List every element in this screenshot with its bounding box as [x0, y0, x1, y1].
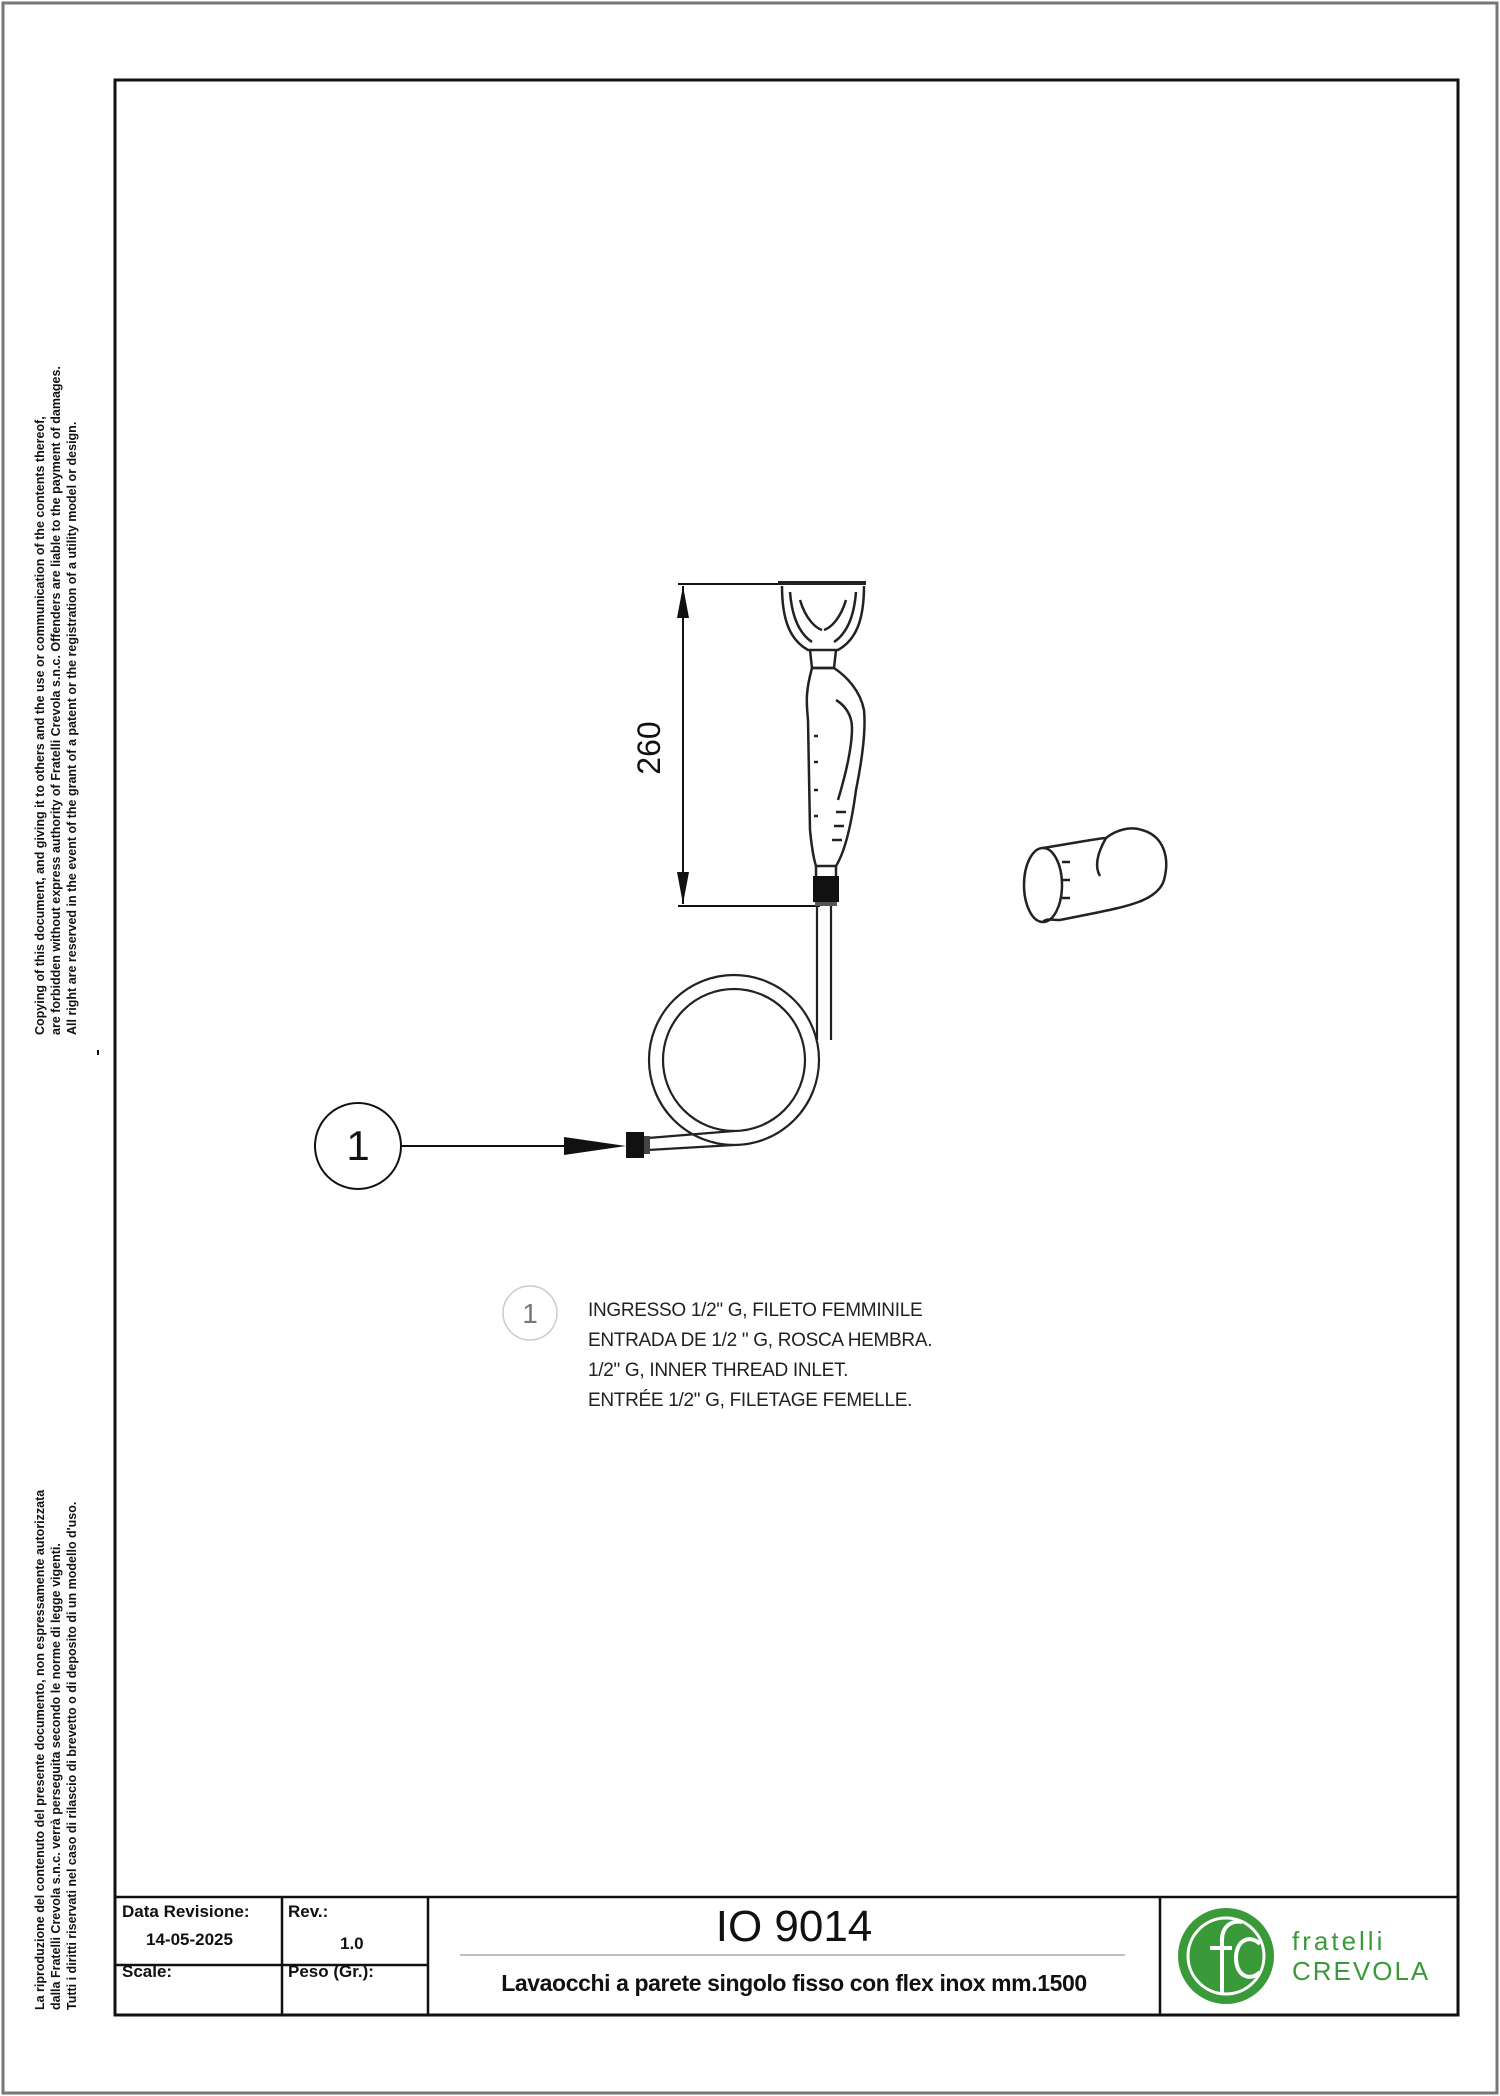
note-line-it: INGRESSO 1/2" G, FILETO FEMMINILE	[588, 1300, 923, 1321]
balloon-label: 1	[346, 1122, 370, 1169]
note-line-fr: ENTRÉE 1/2" G, FILETAGE FEMELLE.	[588, 1390, 913, 1411]
rev-label: Rev.:	[288, 1902, 329, 1921]
copyright-english: Copying of this document, and giving it to others and the use or communication of the contents thereof, are forbidden without express authority of Fratelli Crevola s.n.c. Offenders are liable to the payment of damages. All right are reserved in the event of the grant of a patent or the registration of a utility model or design.	[33, 366, 79, 1035]
dimension-label: 260	[631, 721, 667, 775]
data-revisione-label: Data Revisione:	[122, 1902, 250, 1921]
drawing-frame	[115, 80, 1458, 2015]
note-balloon-label: 1	[522, 1298, 538, 1329]
note-line-en: 1/2" G, INNER THREAD INLET.	[588, 1360, 849, 1381]
dimension-260	[677, 584, 820, 906]
logo-line1: fratelli	[1292, 1926, 1386, 1956]
eyewash-handle	[807, 668, 865, 876]
logo-line2: CREVOLA	[1292, 1956, 1431, 1986]
eyewash-head	[778, 583, 866, 668]
drawing-code: IO 9014	[715, 1902, 873, 1951]
hose-connector	[813, 876, 839, 902]
rev-value: 1.0	[340, 1934, 364, 1953]
drawing-description: Lavaocchi a parete singolo fisso con flex inox mm.1500	[501, 1970, 1087, 1996]
flex-hose	[648, 906, 831, 1150]
outer-border	[3, 3, 1497, 2093]
inlet-nut	[626, 1132, 644, 1158]
scale-label: Scale:	[122, 1962, 173, 1981]
copyright-italian: La riproduzione del contenuto del presente documento, non espressamente autorizzata dalla Fratelli Crevola s.n.c. verrà perseguita secondo le norme di legge vigenti. Tutti i diritti riservati nel caso di rilascio di brevetto o di deposito di un modello d'uso.	[33, 1489, 79, 2010]
leader-line	[401, 1137, 626, 1155]
wall-bracket	[1024, 828, 1166, 922]
logo-mark	[1178, 1908, 1274, 2004]
inlet-note	[588, 1296, 932, 1416]
peso-label: Peso (Gr.):	[288, 1962, 374, 1981]
note-line-es: ENTRADA DE 1/2 " G, ROSCA HEMBRA.	[588, 1330, 933, 1351]
data-revisione-value: 14-05-2025	[146, 1930, 233, 1949]
